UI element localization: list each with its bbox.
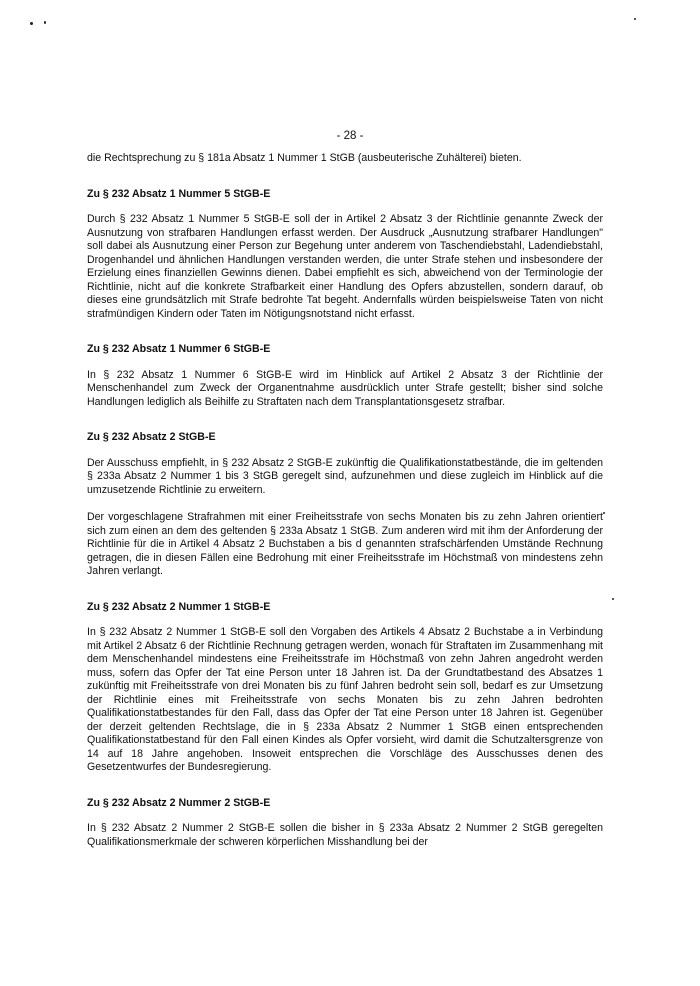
scan-speck [603,512,605,514]
paragraph: In § 232 Absatz 2 Nummer 2 StGB-E sollen die bisher in § 233a Absatz 2 Nummer 2 StGB geregelten Qualifikationsmerkmale der schweren körperlichen Misshandlung bei der [87,822,603,848]
paragraph: In § 232 Absatz 2 Nummer 1 StGB-E soll den Vorgaben des Artikels 4 Absatz 2 Buchstabe a in Verbindung mit Artikel 2 Absatz 6 der Richtlinie Rechnung getragen werden, wonach für Straftaten im Zusammenhang mit dem Menschenhandel mindestens eine Freiheitsstrafe im Höchstmaß von zehn Jahren angedroht werden muss, sofern das Opfer der Tat eine Person unter 18 Jahren ist. Da der Grundtatbestand des Absatzes 1 zukünftig mit Freiheitsstrafe von drei Monaten bis zu fünf Jahren bedroht sein soll, bedarf es zur Umsetzung der Richtlinie eines mit Freiheitsstrafe von sechs Monaten bis zu zehn Jahren bedrohten Qualifikationstatbestandes für den Fall, dass das Opfer der Tat eine Person unter 18 Jahren ist. Gegenüber der derzeit geltenden Rechtslage, die in § 233a Absatz 2 Nummer 1 StGB einen entsprechenden Qualifikationstatbestand für den Fall einen Kindes als Opfer vorsieht, wird damit die Schutzaltersgrenze von 14 auf 18 Jahre angehoben. Insoweit entsprechen die Vorschläge des Ausschusses denen des Gesetzentwurfes der Bundesregierung. [87,626,603,773]
scan-speck [44,21,46,24]
scan-speck [612,598,614,600]
paragraph: Der vorgeschlagene Strafrahmen mit einer Freiheitsstrafe von sechs Monaten bis zu zehn Jahren orientiert sich zum einen an dem des geltenden § 233a Absatz 1 StGB. Zum anderen wird mit ihm der Anforderung der Richtlinie für die in Artikel 4 Absatz 2 Buchstaben a bis d genannten strafschärfenden Umstände Rechnung getragen, die in diesen Fällen eine Bedrohung mit einer Freiheitsstrafe im Höchstmaß von mindestens zehn Jahren verlangt. [87,511,603,577]
page-number: - 28 - [336,130,364,142]
paragraph: die Rechtsprechung zu § 181a Absatz 1 Nummer 1 StGB (ausbeuterische Zuhälterei) bieten. [87,152,522,164]
paragraph: Durch § 232 Absatz 1 Nummer 5 StGB-E soll der in Artikel 2 Absatz 3 der Richtlinie genannte Zweck der Ausnutzung von strafbaren Handlungen erfasst werden. Der Ausdruck „Ausnutzung strafbarer Handlungen" soll dabei als Ausnutzung einer Person zur Begehung unter anderem von Taschendiebstahl, Ladendiebstahl, Drogenhandel und ähnlichen Handlungen verstanden werden, die unter Strafe stehen und insbesondere der Erzielung eines finanziellen Gewinns dienen. Dabei empfiehlt es sich, abweichend von der Terminologie der Richtlinie, nicht auf die konkrete Strafbarkeit einer Handlung des Opfers abzustellen, sondern darauf, ob dieses eine grundsätzlich mit Strafe bedrohte Tat begeht. Andernfalls würden beispielsweise Taten von nicht strafmündigen Kindern oder Taten im Nötigungsnotstand nicht erfasst. [87,213,603,320]
scan-speck [30,22,33,25]
paragraph: Der Ausschuss empfiehlt, in § 232 Absatz 2 StGB-E zukünftig die Qualifikationstatbestände, die im geltenden § 233a Absatz 2 Nummer 1 bis 3 StGB geregelt sind, aufzunehmen und diese zugleich im Hinblick auf die umzusetzende Richtlinie zu erweitern. [87,456,603,496]
section-heading: Zu § 232 Absatz 2 StGB-E [87,431,216,443]
paragraph: In § 232 Absatz 1 Nummer 6 StGB-E wird im Hinblick auf Artikel 2 Absatz 3 der Richtlinie der Menschenhandel zum Zweck der Organentnahme ausdrücklich unter Strafe gestellt; bisher sind solche Handlungen lediglich als Beihilfe zu Straftaten nach dem Transplantationsgesetz strafbar. [87,368,603,408]
section-heading: Zu § 232 Absatz 2 Nummer 1 StGB-E [87,600,271,613]
section-heading: Zu § 232 Absatz 2 Nummer 2 StGB-E [87,796,271,809]
scan-speck [634,18,636,20]
section-heading: Zu § 232 Absatz 1 Nummer 5 StGB-E [87,187,271,200]
document-body [87,152,603,863]
section-heading: Zu § 232 Absatz 1 Nummer 6 StGB-E [87,343,271,355]
